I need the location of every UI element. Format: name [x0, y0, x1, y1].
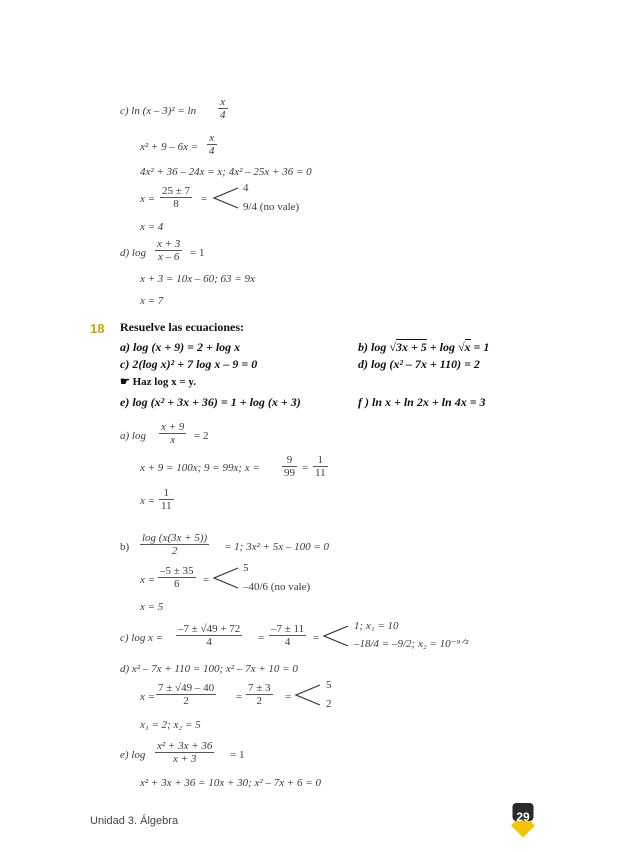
b-rad2: x	[464, 340, 471, 354]
exercise-title: Resuelve las ecuaciones:	[120, 320, 244, 334]
frac-num: x	[207, 132, 217, 145]
c-line5: x = 4	[140, 221, 164, 233]
sol-d-line1: d) x² – 7x + 110 = 100; x² – 7x + 10 = 0	[120, 663, 298, 675]
frac-num: x² + 3x + 36	[157, 740, 213, 752]
exercise-hint: ☛ Haz log x = y.	[120, 376, 197, 388]
exercise-f: f ) ln x + ln 2x + ln 4x = 3	[358, 395, 486, 409]
c-line1-frac	[218, 96, 228, 121]
d-line1-right: = 1	[190, 247, 205, 259]
sol-e-line1-frac	[155, 740, 214, 765]
sol-a-line1-frac	[159, 421, 186, 446]
c-line3: 4x² + 36 – 24x = x; 4x² – 25x + 36 = 0	[140, 166, 312, 178]
sol-a-line2-frac1	[282, 454, 297, 479]
c-line4-eq: =	[201, 193, 208, 205]
c-line1-left: c) ln (x – 3)² = ln	[120, 105, 197, 117]
frac-den: x – 6	[157, 251, 180, 263]
frac-den: 99	[284, 467, 295, 479]
frac-num: 1	[159, 487, 174, 500]
frac-den: 2	[256, 695, 263, 707]
split-brace-icon	[212, 186, 240, 210]
split-brace-icon	[322, 624, 350, 648]
sol-b-line3: x = 5	[140, 601, 164, 613]
frac-den: 11	[161, 500, 172, 512]
frac-den: 4	[220, 109, 226, 121]
frac-num: 25 ± 7	[162, 185, 191, 197]
sol-d-line2-frac1	[156, 682, 216, 707]
exercise-number: 18	[90, 321, 105, 336]
split-brace-icon	[212, 566, 240, 590]
exercise-d: d) log (x² – 7x + 110) = 2	[358, 357, 480, 371]
sol-b-line1-right: = 1; 3x² + 5x – 100 = 0	[224, 541, 329, 553]
sol-d-line2-frac2	[246, 682, 273, 707]
sol-d-line3: x₁ = 2; x₂ = 5	[140, 719, 201, 731]
frac-den: 6	[174, 578, 180, 590]
frac-num: –7 ± √49 + 72	[178, 623, 241, 635]
sol-e-line2: x² + 3x + 36 = 10x + 30; x² – 7x + 6 = 0	[140, 777, 321, 789]
exercise-a: a) log (x + 9) = 2 + log x	[120, 340, 241, 354]
d-line1-frac	[155, 238, 182, 263]
frac-num: 9	[282, 454, 297, 467]
exercise-b	[358, 341, 489, 354]
frac-num: 1	[313, 454, 328, 467]
frac-den: x + 3	[173, 753, 197, 765]
sol-c-r2: –18/4 = –9/2; x₂ = 10⁻⁹ᐟ²	[354, 638, 469, 650]
sol-c-eq1: =	[258, 632, 265, 644]
c-line4-r2: 9/4 (no vale)	[243, 201, 300, 213]
sol-d-line2-eq1: =	[236, 691, 243, 703]
sol-b-line2-r2: –40/6 (no vale)	[243, 581, 311, 593]
b-mid: + log	[429, 340, 455, 354]
sol-a-line3-left: x =	[140, 495, 156, 507]
c-line2-left: x² + 9 – 6x =	[140, 141, 199, 153]
c-line4-r1: 4	[243, 182, 249, 194]
frac-num: –5 ± 35	[160, 565, 194, 577]
frac-num: 7 ± √49 – 40	[158, 682, 215, 694]
b-rad1: 3x + 5	[395, 340, 427, 354]
sol-d-line2-r2: 2	[326, 698, 332, 710]
sol-e-line1-left: e) log	[120, 749, 146, 761]
frac-num: 7 ± 3	[248, 682, 271, 694]
sol-d-line2-left: x =	[140, 691, 156, 703]
split-brace-icon	[294, 683, 322, 707]
sol-d-line2-r1: 5	[326, 679, 332, 691]
frac-den: 11	[315, 467, 326, 479]
exercise-c: c) 2(log x)² + 7 log x – 9 = 0	[120, 357, 258, 371]
sol-c-left: c) log x =	[120, 632, 164, 644]
sol-a-line3-frac	[159, 487, 174, 512]
frac-den: 4	[206, 636, 212, 648]
sol-a-line1-right: = 2	[194, 430, 209, 442]
sqrt-icon: √	[389, 340, 396, 354]
b-right: = 1	[473, 340, 490, 354]
frac-den: 2	[183, 695, 189, 707]
d-line1-left: d) log	[120, 247, 146, 259]
sol-c-eq2: =	[313, 632, 320, 644]
sol-a-line2-left: x + 9 = 100x; 9 = 99x; x =	[140, 462, 260, 474]
footer-unit: Unidad 3. Álgebra	[90, 815, 179, 827]
page-number: 29	[516, 810, 530, 824]
sol-a-line2-eq: =	[302, 462, 309, 474]
sol-d-line2-eq2: =	[285, 691, 292, 703]
sol-e-line1-right: = 1	[230, 749, 245, 761]
sol-c-frac2	[269, 623, 306, 648]
sol-b-line2-frac	[158, 565, 196, 590]
frac-den: 8	[173, 198, 179, 210]
frac-den: 4	[209, 145, 215, 157]
sol-b-line2-r1: 5	[243, 562, 249, 574]
sol-b-line2-left: x =	[140, 574, 156, 586]
sol-a-line2-frac2	[313, 454, 328, 479]
b-left: b) log	[358, 340, 387, 354]
frac-den: 2	[171, 545, 178, 557]
sol-a-line1-left: a) log	[120, 430, 146, 442]
c-line4-frac	[160, 185, 192, 210]
sol-c-frac1	[176, 623, 242, 648]
frac-num: log (x(3x + 5))	[142, 532, 208, 544]
sol-b-line2-eq: =	[203, 574, 210, 586]
sol-c-r1: 1; x₁ = 10	[354, 620, 399, 632]
frac-num: –7 ± 11	[271, 623, 305, 635]
sol-b-line1-frac	[140, 532, 209, 557]
frac-den: x	[170, 434, 176, 446]
c-line4-left: x =	[140, 193, 156, 205]
sqrt-icon: √	[457, 340, 465, 354]
frac-num: x + 3	[157, 238, 181, 250]
d-line2: x + 3 = 10x – 60; 63 = 9x	[140, 273, 255, 285]
sol-b-line1-left: b)	[120, 541, 130, 553]
frac-den: 4	[284, 636, 291, 648]
c-line2-frac	[207, 132, 217, 157]
frac-num: x + 9	[161, 421, 185, 433]
frac-num: x	[218, 96, 228, 109]
exercise-e: e) log (x² + 3x + 36) = 1 + log (x + 3)	[120, 395, 301, 409]
d-line3: x = 7	[140, 295, 164, 307]
